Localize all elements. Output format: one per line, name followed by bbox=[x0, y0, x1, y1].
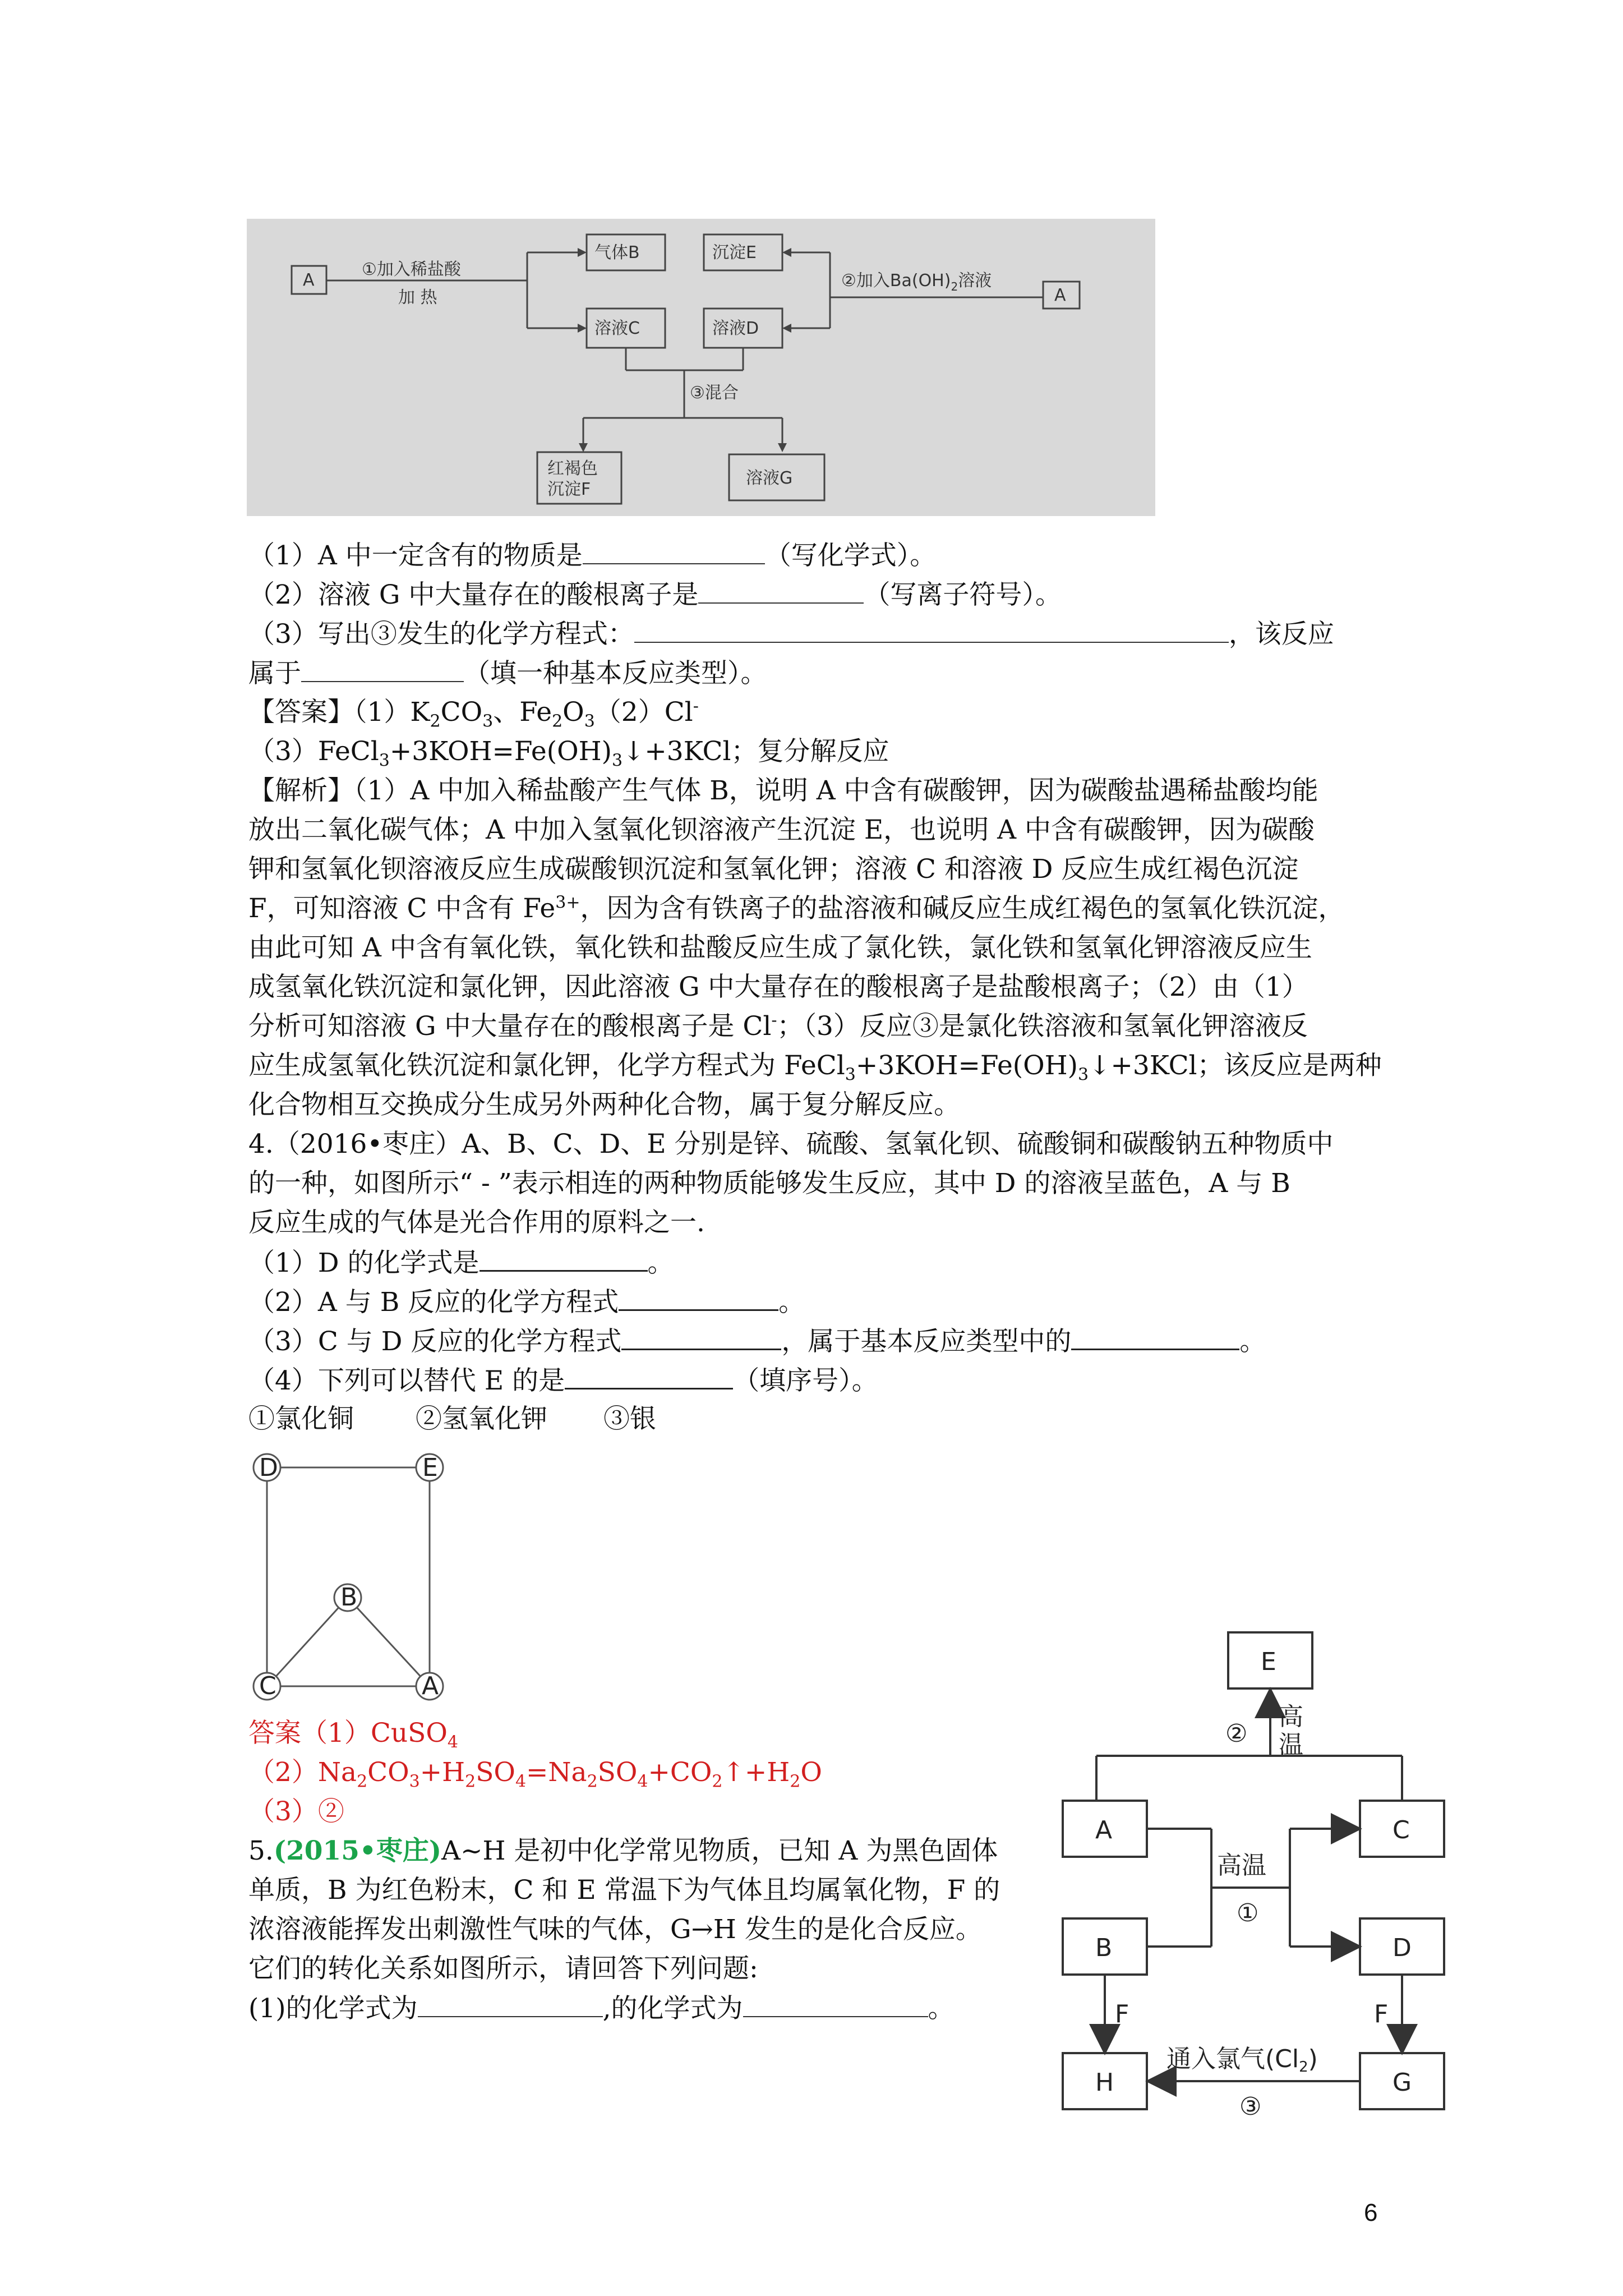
q3-explain-9: 化合物相互交换成分生成另外两种化合物，属于复分解反应。 bbox=[248, 1089, 960, 1120]
q5-flow-diagram bbox=[1054, 1616, 1447, 2132]
q4-options: ①氯化铜 ②氢氧化钾 ③银 bbox=[248, 1404, 656, 1434]
svg-text:温: 温 bbox=[1279, 1731, 1303, 1759]
label-a-right: A bbox=[1054, 286, 1066, 305]
page-number: 6 bbox=[1364, 2199, 1378, 2226]
q5-line4: 它们的转化关系如图所示，请回答下列问题: bbox=[248, 1953, 758, 1984]
step3-label: ③混合 bbox=[690, 383, 739, 403]
svg-text:A: A bbox=[1095, 1816, 1113, 1844]
q5-blank2[interactable] bbox=[743, 1991, 928, 2017]
q3-answer-2: $(3)FeCl_3+3KOH=Fe(OH)_3↓+3KCl$；复分解反应 bbox=[248, 736, 889, 771]
q4-sub3: （3）C 与 D 反应的化学方程式 ，属于基本反应类型中的 。 bbox=[248, 1324, 1266, 1359]
svg-text:③: ③ bbox=[1239, 2092, 1262, 2121]
svg-text:高温: 高温 bbox=[1217, 1851, 1266, 1880]
label-red-precip-f-2: 沉淀F bbox=[547, 480, 591, 499]
q5-line2: 单质，B 为红色粉末，C 和 E 常温下为气体且均属氧化物，F 的 bbox=[248, 1875, 1000, 1906]
flowchart-photo bbox=[247, 219, 1155, 516]
chlorine-label: 通入氯气(Cl2) bbox=[1166, 2045, 1318, 2076]
q3-explain-6: 成氢氧化铁沉淀和氯化钾，因此溶液 G 中大量存在的酸根离子是盐酸根离子；（2）由（1） bbox=[248, 972, 1308, 1002]
svg-text:②: ② bbox=[1225, 1719, 1248, 1748]
svg-text:D: D bbox=[1393, 1934, 1412, 1962]
q4-sub4: （4）下列可以替代 E 的是 （填序号）。 bbox=[248, 1363, 878, 1398]
q4-blank2[interactable] bbox=[619, 1285, 778, 1311]
label-a-left: A bbox=[303, 270, 315, 290]
q4-answer-2: $(2)Na_2CO_3+H_2SO_4=Na_2SO_4+CO_2↑+H_2O$ bbox=[248, 1757, 822, 1792]
q3-blank4[interactable] bbox=[301, 656, 464, 682]
q5-line5: (1)的化学式为 ,的化学式为 。 bbox=[248, 1991, 955, 2026]
q4-blank5[interactable] bbox=[565, 1363, 733, 1389]
q4-sub2: （2）A 与 B 反应的化学方程式 。 bbox=[248, 1285, 805, 1319]
svg-text:H: H bbox=[1095, 2068, 1114, 2097]
svg-text:①: ① bbox=[1237, 1899, 1259, 1927]
svg-text:D: D bbox=[259, 1453, 278, 1482]
label-gas-b: 气体B bbox=[594, 243, 640, 263]
q5-blank1[interactable] bbox=[418, 1991, 603, 2017]
label-precip-e: 沉淀E bbox=[712, 243, 757, 263]
svg-text:F: F bbox=[1115, 2000, 1129, 2028]
q4-answer-1: 答案（1）CuSO$_4$ bbox=[248, 1718, 458, 1752]
q4-line3: 反应生成的气体是光合作用的原料之一. bbox=[248, 1207, 705, 1238]
q3-blank3[interactable] bbox=[634, 617, 1229, 643]
svg-text:高: 高 bbox=[1279, 1703, 1303, 1731]
svg-text:B: B bbox=[1095, 1934, 1113, 1962]
q3-explain-2: 放出二氧化碳气体；A 中加入氢氧化钡溶液产生沉淀 E，也说明 A 中含有碳酸钾，因为碳酸 bbox=[248, 815, 1315, 845]
label-solution-d: 溶液D bbox=[712, 319, 759, 338]
q3-part3b: 属于 （填一种基本反应类型）。 bbox=[248, 656, 767, 691]
q5-line1: 5.(2015•枣庄)A~H 是初中化学常见物质，已知 A 为黑色固体 bbox=[248, 1835, 998, 1866]
q5-line3: 浓溶液能挥发出刺激性气味的气体，G→H 发生的是化合反应。 bbox=[248, 1914, 982, 1945]
svg-text:C: C bbox=[259, 1672, 276, 1700]
q3-explain-7: 分析可知溶液 G 中大量存在的酸根离子是 Cl-；（3）反应③是氯化铁溶液和氢氧化钾溶液反 bbox=[248, 1010, 1308, 1042]
q3-explain-4: F，可知溶液 C 中含有 $Fe^{3+}$，因为含有铁离子的盐溶液和碱反应生成红褐色的氢氧化铁沉淀， bbox=[248, 892, 1345, 924]
q4-blank3[interactable] bbox=[621, 1324, 781, 1350]
step1-label: ①加入稀盐酸 bbox=[362, 260, 461, 279]
step1-heat: 加 热 bbox=[398, 288, 437, 307]
svg-text:C: C bbox=[1393, 1816, 1410, 1844]
q5-source-tag: (2015•枣庄) bbox=[273, 1835, 442, 1866]
q4-blank4[interactable] bbox=[1071, 1324, 1239, 1350]
label-solution-g: 溶液G bbox=[746, 468, 793, 488]
svg-text:G: G bbox=[1393, 2068, 1412, 2097]
q3-answer-1: 【答案】$(1)K_2CO_3$、$Fe_2O_3(2)Cl^-$ bbox=[248, 696, 699, 731]
q3-part3: （3）写出③发生的化学方程式： ，该反应 bbox=[248, 617, 1334, 651]
svg-text:A: A bbox=[422, 1672, 439, 1700]
svg-text:E: E bbox=[422, 1453, 438, 1482]
q4-blank1[interactable] bbox=[479, 1245, 648, 1272]
svg-text:E: E bbox=[1261, 1648, 1276, 1676]
label-red-precip-f-1: 红褐色 bbox=[547, 459, 598, 478]
step2-label: ②加入$Ba(OH)_2$溶液 bbox=[841, 271, 992, 293]
q4-line2: 的一种，如图所示“ - ”表示相连的两种物质能够发生反应，其中 D 的溶液呈蓝色，A 与 B bbox=[248, 1168, 1290, 1199]
q4-node-diagram bbox=[247, 1447, 460, 1717]
q4-sub1: （1）D 的化学式是 。 bbox=[248, 1245, 674, 1280]
q3-blank2[interactable] bbox=[698, 578, 864, 604]
q3-blank1[interactable] bbox=[583, 539, 765, 564]
q3-explain-5: 由此可知 A 中含有氧化铁，氧化铁和盐酸反应生成了氯化铁，氯化铁和氢氧化钾溶液反应生 bbox=[248, 932, 1312, 963]
q3-part1: （1）A 中一定含有的物质是 （写化学式）。 bbox=[248, 539, 936, 573]
q4-line1: 4.（2016•枣庄）A、B、C、D、E 分别是锌、硫酸、氢氧化钡、硫酸铜和碳酸钠五种物质中 bbox=[248, 1129, 1334, 1159]
flowchart-1 bbox=[247, 219, 1155, 516]
q3-explain-1: 【解析】（1）A 中加入稀盐酸产生气体 B，说明 A 中含有碳酸钾，因为碳酸盐遇稀盐酸均能 bbox=[248, 775, 1318, 806]
label-solution-c: 溶液C bbox=[594, 319, 640, 338]
q4-answer-3: （3）② bbox=[248, 1796, 344, 1827]
q3-part2: （2）溶液 G 中大量存在的酸根离子是 （写离子符号）。 bbox=[248, 578, 1062, 612]
svg-text:B: B bbox=[340, 1583, 358, 1612]
q3-explain-8: 应生成氢氧化铁沉淀和氯化钾，化学方程式为 $FeCl_3+3KOH=Fe(OH)_3↓+3KCl$；该反应是两种 bbox=[248, 1050, 1382, 1085]
q3-explain-3: 钾和氢氧化钡溶液反应生成碳酸钡沉淀和氢氧化钾；溶液 C 和溶液 D 反应生成红褐色沉淀 bbox=[248, 854, 1299, 885]
svg-text:F: F bbox=[1374, 2000, 1389, 2028]
